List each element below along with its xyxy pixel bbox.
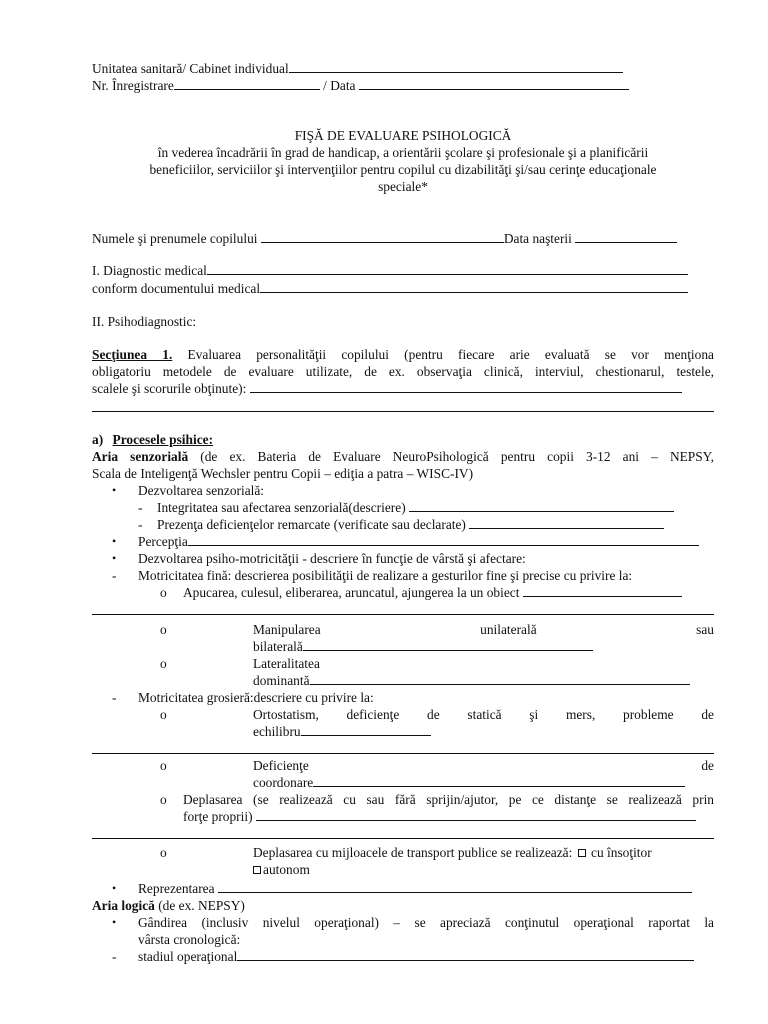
orthostatism-extra-line[interactable]: [92, 753, 714, 754]
section1-methods-blank[interactable]: [250, 381, 682, 393]
manipulation-line1: Manipularea unilaterală sau: [253, 622, 714, 637]
circle-marker: o: [160, 656, 167, 671]
registration-blank[interactable]: [174, 78, 320, 90]
child-name-blank[interactable]: [261, 231, 504, 243]
bullet-icon: •: [112, 881, 117, 895]
sensory-integrity-blank[interactable]: [409, 500, 674, 512]
form-subtitle-1: în vederea încadrării în grad de handicap, a orientării şcolare şi profesionale şi a planificării: [157, 145, 649, 160]
medical-doc-field: conform documentului medical: [92, 280, 688, 297]
birth-date-blank[interactable]: [575, 231, 677, 243]
representation-blank[interactable]: [218, 881, 692, 893]
sensory-area-line2: Scala de Inteligenţă Wechsler pentru Copii – ediţia a patra – WISC-IV): [92, 466, 474, 481]
locomotion-extra-line[interactable]: [92, 838, 714, 839]
unit-blank[interactable]: [289, 61, 623, 73]
circle-marker: o: [160, 758, 167, 773]
grasping-field: Apucarea, culesul, eliberarea, aruncatul, ajungerea la un obiect: [183, 584, 682, 601]
logical-area-label: Aria logică (de ex. NEPSY): [92, 898, 245, 913]
bullet-icon: •: [112, 534, 117, 548]
laterality-label: Lateralitatea: [253, 656, 320, 671]
locomotion-field: forţe proprii): [183, 808, 696, 825]
accompanied-checkbox[interactable]: [578, 849, 586, 857]
processes-heading: a) Procesele psihice:: [92, 432, 214, 447]
diagnostic-blank[interactable]: [207, 263, 688, 275]
bullet-icon: •: [112, 483, 117, 497]
orthostatism-line1: Ortostatism, deficienţe de statică şi mers, probleme de: [253, 707, 714, 722]
dash-marker: -: [112, 690, 117, 705]
psychomotor-label: Dezvoltarea psiho-motricităţii - descriere în funcţie de vârstă şi afectare:: [138, 551, 526, 566]
dash-marker: -: [112, 568, 117, 583]
section1-line2: obligatoriu metodele de evaluare utilizate, de ex. observaţia clinică, interviul, chestionarul, testele,: [92, 364, 714, 379]
form-subtitle-3: speciale*: [378, 179, 428, 194]
operational-stage-blank[interactable]: [237, 949, 694, 961]
operational-stage-field: stadiul operaţional: [138, 948, 694, 965]
grasping-blank[interactable]: [523, 585, 682, 597]
medical-doc-blank[interactable]: [260, 281, 688, 293]
deficiencies-blank[interactable]: [469, 517, 664, 529]
thinking-line2: vârsta cronologică:: [138, 932, 241, 947]
circle-marker: o: [160, 792, 167, 807]
circle-marker: o: [160, 622, 167, 637]
laterality-field: dominantă: [253, 672, 690, 689]
perception-field: Percepţia: [138, 533, 699, 550]
locomotion-blank[interactable]: [256, 809, 696, 821]
grasping-extra-line[interactable]: [92, 614, 714, 615]
section1-line3: scalele şi scorurile obţinute):: [92, 380, 682, 397]
form-subtitle-2: beneficiilor, serviciilor şi intervenţiilor pentru copilul cu dizabilităţi şi/sau cerinţe educaţionale: [149, 162, 657, 177]
unit-field: Unitatea sanitară/ Cabinet individual: [92, 60, 623, 77]
coordination-line1: Deficienţe de: [253, 758, 714, 773]
orthostatism-blank[interactable]: [301, 724, 431, 736]
orthostatism-field: echilibru: [253, 723, 431, 740]
perception-blank[interactable]: [188, 534, 699, 546]
section1-line1: Secţiunea 1. Evaluarea personalităţii copilului (pentru fiecare arie evaluată se vor menţiona: [92, 347, 714, 362]
section1-extra-line[interactable]: [92, 411, 714, 412]
dash-marker: -: [112, 949, 117, 964]
circle-marker: o: [160, 585, 167, 600]
representation-field: Reprezentarea: [138, 880, 692, 897]
fine-motor-label: Motricitatea fină: descrierea posibilităţii de realizare a gesturilor fine şi precise cu privire la:: [138, 568, 633, 583]
coordination-field: coordonare: [253, 774, 685, 791]
manipulation-field: bilaterală: [253, 638, 593, 655]
public-transport-line1: Deplasarea cu mijloacele de transport publice se realizează: cu însoţitor: [253, 845, 652, 860]
autonomous-checkbox[interactable]: [253, 866, 261, 874]
circle-marker: o: [160, 707, 167, 722]
thinking-line1: Gândirea (inclusiv nivelul operaţional) – se apreciază conţinutul operaţional raportat la: [138, 915, 714, 930]
sensory-integrity-field: Integritatea sau afectarea senzorială(descriere): [157, 499, 674, 516]
public-transport-line2: autonom: [253, 861, 310, 878]
child-name-field: Numele şi prenumele copilului Data naşterii: [92, 230, 677, 247]
dash-marker: -: [138, 500, 143, 515]
laterality-blank[interactable]: [310, 673, 690, 685]
bullet-icon: •: [112, 915, 117, 929]
bullet-icon: •: [112, 551, 117, 565]
circle-marker: o: [160, 845, 167, 860]
gross-motor-label: Motricitatea grosieră:descriere cu privire la:: [138, 690, 374, 705]
date-blank[interactable]: [359, 78, 629, 90]
diagnostic-field: I. Diagnostic medical: [92, 262, 688, 279]
coordination-blank[interactable]: [313, 775, 685, 787]
deficiencies-field: Prezenţa deficienţelor remarcate (verificate sau declarate): [157, 516, 664, 533]
manipulation-blank[interactable]: [303, 639, 593, 651]
sensory-development-label: Dezvoltarea senzorială:: [138, 483, 265, 498]
psychodiagnostic-label: II. Psihodiagnostic:: [92, 314, 197, 329]
form-title: FIŞĂ DE EVALUARE PSIHOLOGICĂ: [294, 128, 512, 143]
registration-field: Nr. Înregistrare / Data: [92, 77, 629, 94]
locomotion-line1: Deplasarea (se realizează cu sau fără sprijin/ajutor, pe ce distanţe se realizează prin: [183, 792, 714, 807]
dash-marker: -: [138, 517, 143, 532]
sensory-area-line1: Aria senzorială (de ex. Bateria de Evaluare NeuroPsihologică pentru copii 3-12 ani – NEPSY,: [92, 449, 714, 464]
